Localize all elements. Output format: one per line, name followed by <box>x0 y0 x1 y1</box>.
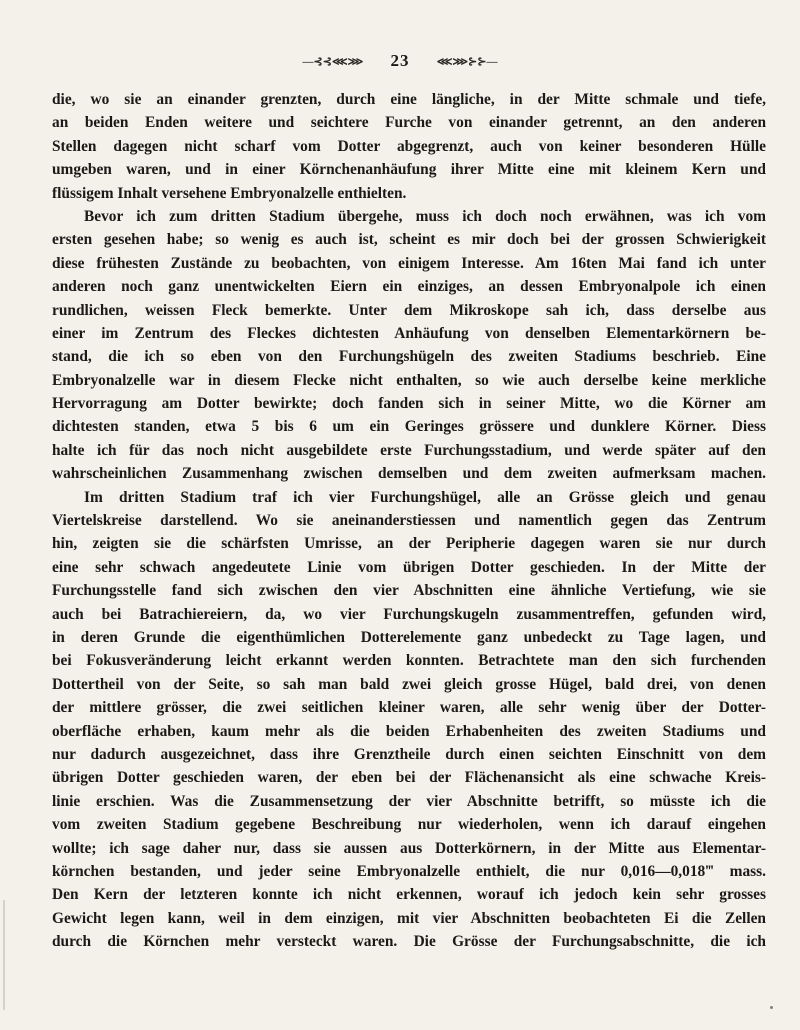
text-line: dichtesten standen, etwa 5 bis 6 um ein Geringes grössere und dunklere Körner. Diess <box>52 418 766 436</box>
text-line: Dottertheil von der Seite, so sah man bald zwei gleich grosse Hügel, bald drei, von denen <box>52 675 766 693</box>
page-header <box>0 50 800 71</box>
body-text <box>52 88 766 953</box>
text-line: in deren Grunde die eigenthümlichen Dotterelemente ganz unbedeckt zu Tage lagen, und <box>52 628 766 646</box>
text-line: die, wo sie an einander grenzten, durch eine längliche, in der Mitte schmale und tiefe, <box>52 91 766 108</box>
text-line: Den Kern der letzteren konnte ich nicht erkennen, worauf ich jedoch kein sehr grosses <box>52 886 766 904</box>
text-line: umgeben waren, und in einer Körnchenanhäufung ihrer Mitte eine mit kleinem Kern und <box>52 161 766 179</box>
text-line: rundlichen, weissen Fleck bemerkte. Unter dem Mikroskope sah ich, dass derselbe aus <box>52 301 766 319</box>
text-line: hin, zeigten sie die schärfsten Umrisse, an der Peripherie dagegen waren sie nur durch <box>52 535 766 553</box>
text-line: Hervorragung am Dotter bewirkte; doch fanden sich in seiner Mitte, wo die Körner am <box>52 395 766 413</box>
text-line: wollte; ich sage daher nur, dass sie aussen aus Dotterkörnern, in der Mitte aus Elementar- <box>52 839 766 857</box>
text-line: stand, die ich so eben von den Furchungshügeln des zweiten Stadiums beschrieb. Eine <box>52 348 766 366</box>
paper-speck <box>770 1006 773 1009</box>
text-line: wahrscheinlichen Zusammenhang zwischen demselben und dem zweiten aufmerksam machen. <box>52 465 766 483</box>
text-line: Im dritten Stadium traf ich vier Furchungshügel, alle an Grösse gleich und genau <box>84 488 766 506</box>
text-line: Embryonalzelle war in diesem Flecke nicht enthalten, so wie auch derselbe keine merkliche <box>52 371 766 389</box>
text-line: auch bei Batrachiereiern, da, wo vier Furchungskugeln zusammentreffen, gefunden wird, <box>52 605 766 623</box>
text-line: Gewicht legen kann, weil in dem einzigen, mit vier Abschnitten beobachteten Ei die Zellen <box>52 909 766 927</box>
text-line: eine sehr schwach angedeutete Linie vom übrigen Dotter geschieden. In der Mitte der <box>52 558 766 576</box>
text-line: diese frühesten Zustände zu beobachten, von einigem Interesse. Am 16ten Mai fand ich unter <box>52 254 766 272</box>
text-line: Stellen dagegen nicht scharf vom Dotter abgegrenzt, auch von keiner besonderen Hülle <box>52 137 766 155</box>
page-number: 23 <box>390 51 410 71</box>
text-line: oberfläche erhaben, kaum mehr als die beiden Erhabenheiten des zweiten Stadiums und <box>52 722 766 740</box>
ornament-left: —⊰⊰⋘⋙ <box>302 55 364 68</box>
text-line: nur dadurch ausgezeichnet, dass ihre Grenztheile durch einen seichten Einschnitt von dem <box>52 745 766 763</box>
text-line: einer im Zentrum des Fleckes dichtesten Anhäufung von denselben Elementarkörnern be- <box>52 324 766 342</box>
margin-shadow <box>3 900 5 1010</box>
text-line: körnchen bestanden, und jeder seine Embryonalzelle enthielt, die nur 0,016—0,018‴ mass. <box>52 862 766 880</box>
text-line: vom zweiten Stadium gegebene Beschreibung nur wiederholen, wenn ich darauf eingehen <box>52 816 766 834</box>
text-line: Bevor ich zum dritten Stadium übergehe, muss ich doch noch erwähnen, was ich vom <box>84 207 766 225</box>
text-line: flüssigem Inhalt versehene Embryonalzelle enthielten. <box>52 184 407 202</box>
ornament-right: ⋘⋙⊱⊱— <box>436 55 498 68</box>
text-line: Viertelskreise darstellend. Wo sie aneinanderstiessen und namentlich gegen das Zentrum <box>52 512 766 530</box>
text-line: Furchungsstelle fand sich zwischen den vier Abschnitten eine ähnliche Vertiefung, wie sie <box>52 582 766 600</box>
text-line: der mittlere grösser, die zwei seitlichen kleiner waren, alle sehr wenig über der Dotter- <box>52 699 766 717</box>
text-line: ersten gesehen habe; so wenig es auch ist, scheint es mir doch bei der grossen Schwierigkeit <box>52 231 766 249</box>
text-line: anderen noch ganz unentwickelten Eiern ein einziges, an dessen Embryonalpole ich einen <box>52 278 766 296</box>
text-line: bei Fokusveränderung leicht erkannt werden konnten. Betrachtete man den sich furchenden <box>52 652 766 670</box>
text-line: übrigen Dotter geschieden waren, der eben bei der Flächenansicht als eine schwache Kreis- <box>52 769 766 787</box>
text-line: linie erschien. Was die Zusammensetzung der vier Abschnitte betrifft, so müsste ich die <box>52 792 766 810</box>
text-line: an beiden Enden weitere und seichtere Furche von einander getrennt, an den anderen <box>52 114 766 132</box>
text-line: durch die Körnchen mehr versteckt waren. Die Grösse der Furchungsabschnitte, die ich <box>52 933 766 951</box>
text-line: halte ich für das noch nicht ausgebildete erste Furchungsstadium, und werde später auf den <box>52 441 766 459</box>
